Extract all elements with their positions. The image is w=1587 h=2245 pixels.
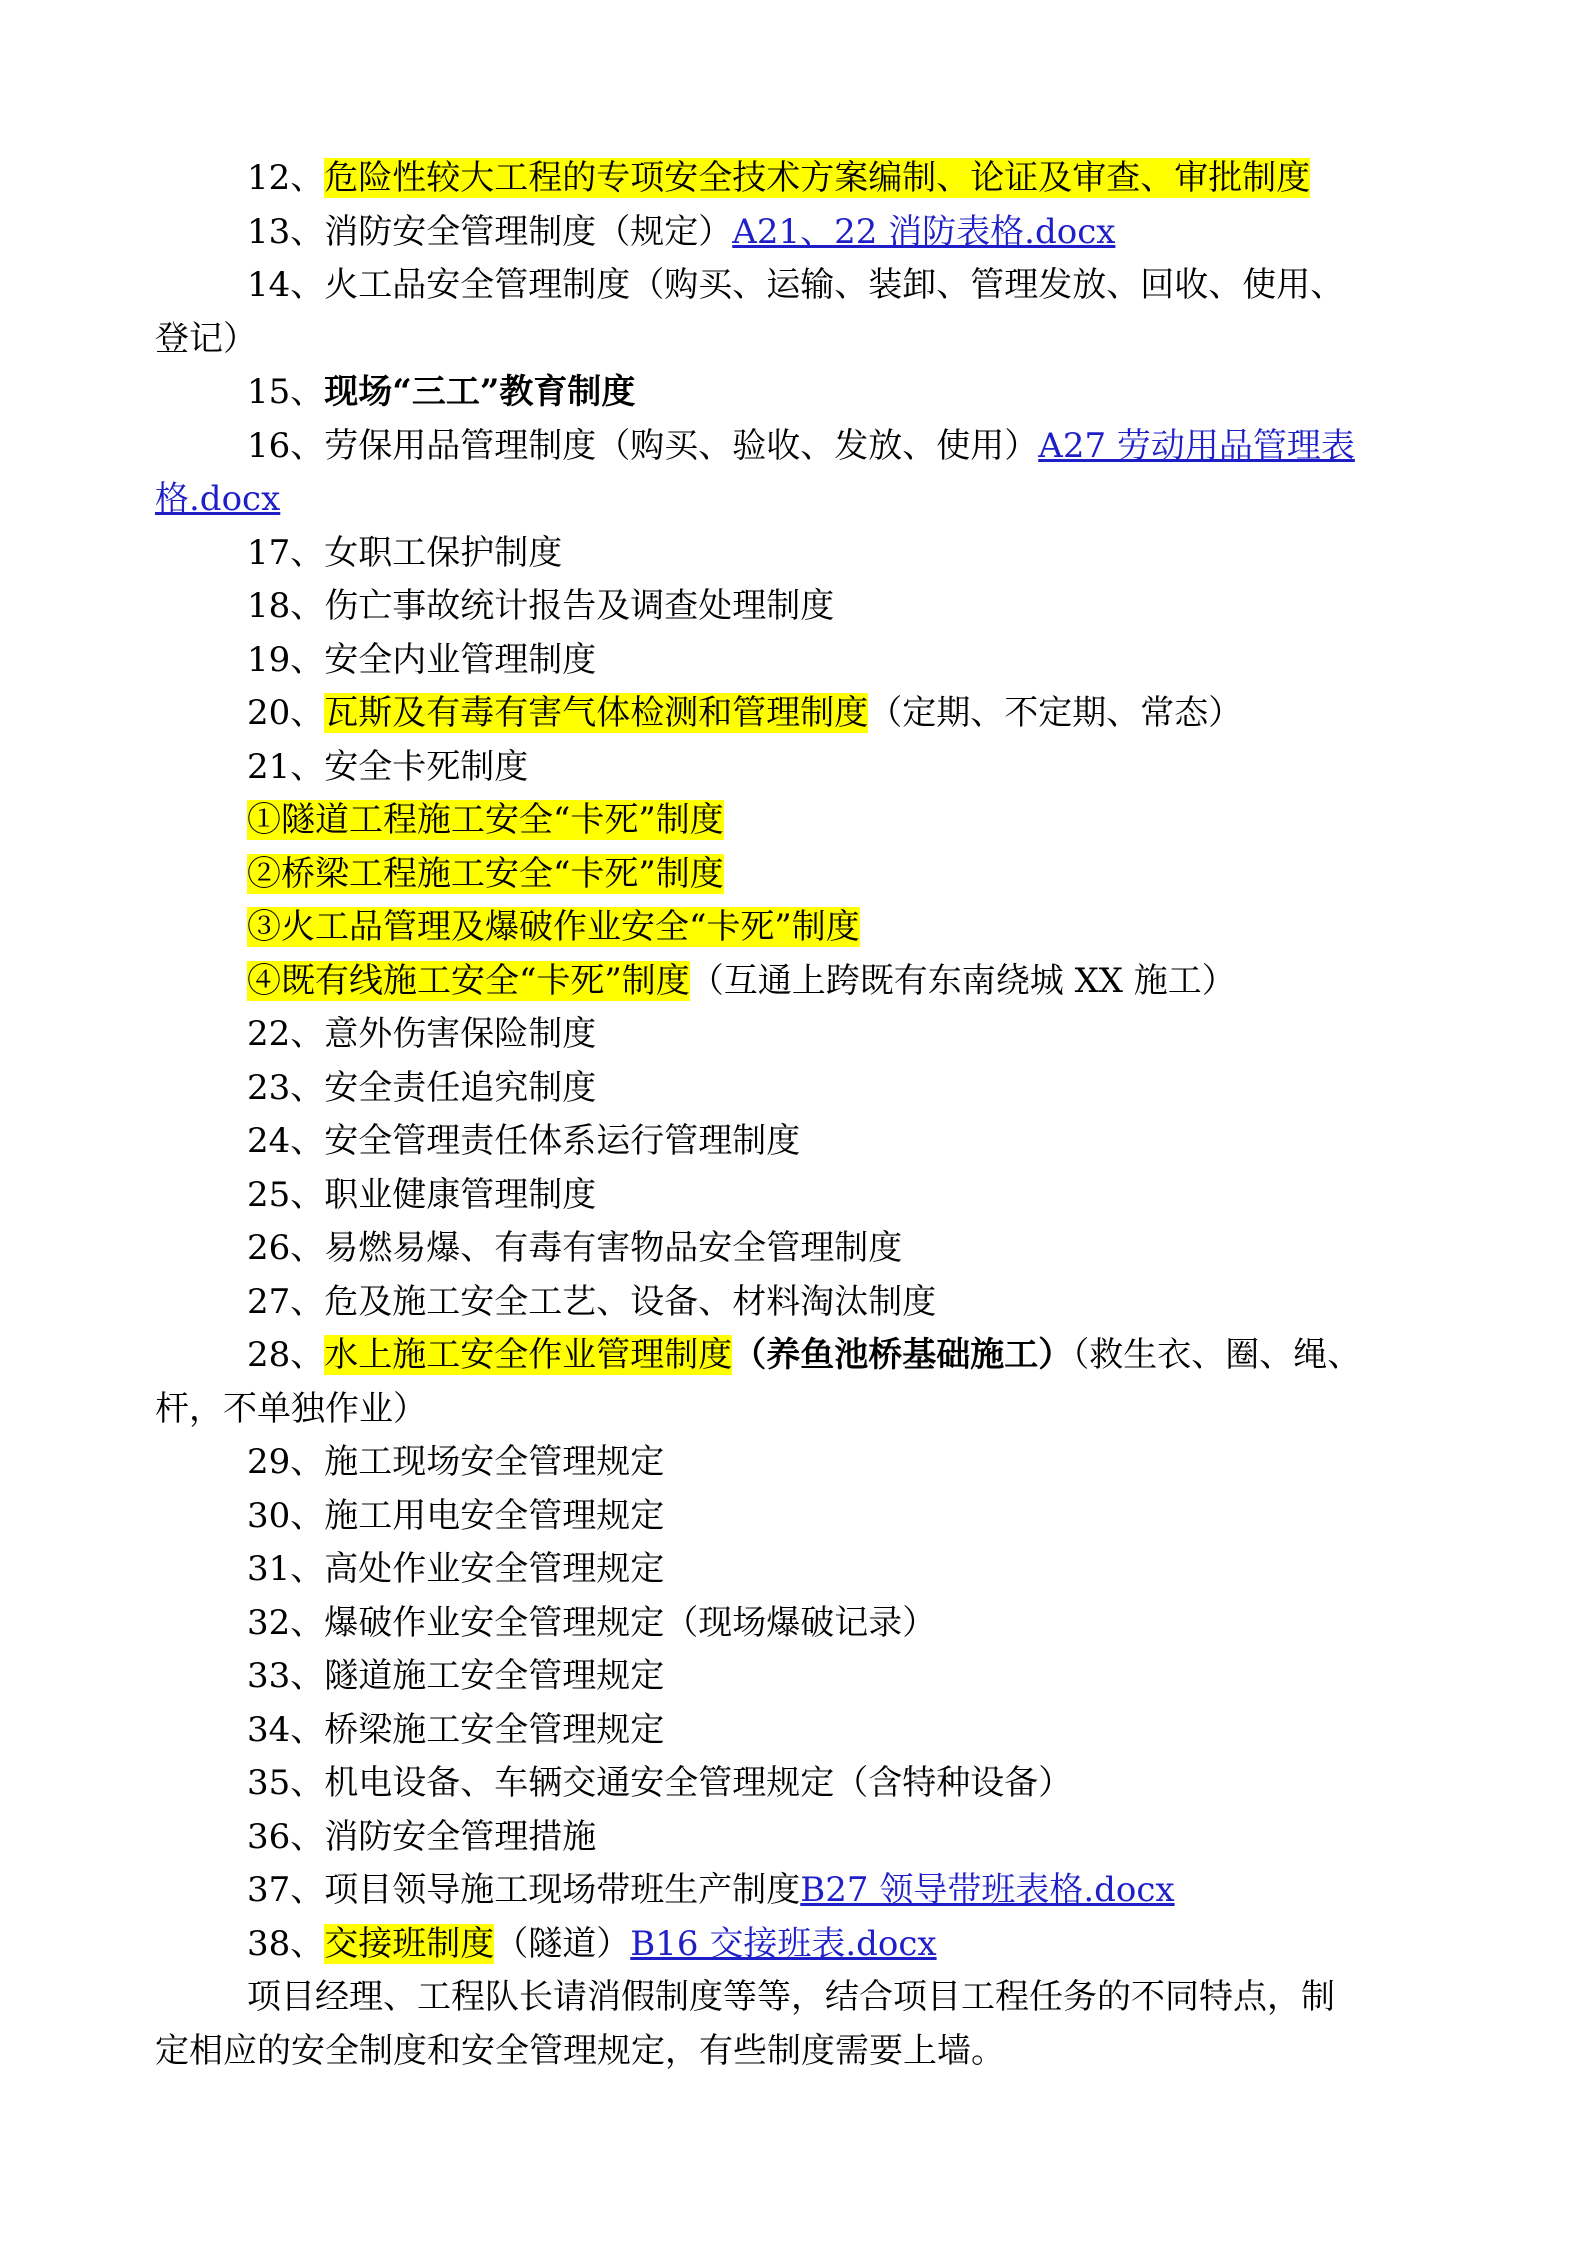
item-number: 20、 (247, 693, 325, 733)
item-number: 22、 (247, 1014, 325, 1054)
item-text: 项目领导施工现场带班生产制度 (324, 1870, 801, 1910)
item-17 (155, 527, 1445, 581)
item-18 (155, 580, 1445, 634)
item-number: 24、 (247, 1121, 325, 1161)
item-text-cont: 登记） (155, 318, 257, 359)
item-15 (155, 366, 1445, 420)
item-text: 安全责任追究制度 (324, 1067, 597, 1108)
item-number: 23、 (247, 1067, 325, 1108)
item-number: 16、 (247, 425, 325, 466)
highlighted-text: 瓦斯及有毒有害气体检测和管理制度 (324, 693, 869, 733)
closing-text: 项目经理、工程队长请消假制度等等，结合项目工程任务的不同特点，制 (247, 1977, 1335, 2017)
item-text: 消防安全管理措施 (324, 1816, 597, 1857)
item-number: 21、 (247, 746, 325, 787)
item-22 (155, 1008, 1445, 1062)
item-24 (155, 1115, 1445, 1169)
item-26 (155, 1222, 1445, 1276)
item-number: 28、 (247, 1335, 325, 1375)
item-number: 31、 (247, 1549, 325, 1589)
item-34 (155, 1704, 1445, 1758)
item-text: 安全内业管理制度 (324, 639, 597, 680)
highlighted-text: ②桥梁工程施工安全“卡死”制度 (247, 853, 724, 894)
item-text: 危及施工安全工艺、设备、材料淘汰制度 (324, 1281, 937, 1322)
item-number: 17、 (247, 532, 325, 573)
item-text: 机电设备、车辆交通安全管理规定（含特种设备） (324, 1763, 1073, 1803)
item-number: 12、 (247, 158, 325, 198)
item-number: 13、 (247, 211, 325, 252)
item-text: 易燃易爆、有毒有害物品安全管理制度 (324, 1228, 903, 1268)
item-19 (155, 634, 1445, 688)
bold-text: （养鱼池桥基础施工） (732, 1335, 1073, 1375)
item-number: 32、 (247, 1602, 325, 1643)
item-29 (155, 1436, 1445, 1490)
item-number: 35、 (247, 1763, 325, 1803)
closing-text: 定相应的安全制度和安全管理规定，有些制度需要上墙。 (155, 2030, 1005, 2071)
item-number: 30、 (247, 1495, 325, 1536)
item-tail: （定期、不定期、常态） (868, 693, 1243, 733)
item-31 (155, 1543, 1445, 1597)
attachment-link[interactable]: B27 领导带班表格.docx (800, 1870, 1175, 1910)
item-text: 高处作业安全管理规定 (324, 1549, 665, 1589)
item-number: 25、 (247, 1174, 325, 1215)
item-33 (155, 1650, 1445, 1704)
item-number: 33、 (247, 1656, 325, 1696)
item-38 (155, 1918, 1445, 1972)
item-37 (155, 1864, 1445, 1918)
item-13 (155, 206, 1445, 260)
item-number: 18、 (247, 586, 325, 626)
subitem-1 (155, 794, 1445, 848)
subitem-4 (155, 955, 1445, 1009)
item-tail: （救生衣、圈、绳、 (1072, 1335, 1362, 1375)
item-number: 26、 (247, 1228, 325, 1268)
item-number: 38、 (247, 1923, 325, 1964)
item-28 (155, 1329, 1445, 1383)
item-text: 爆破作业安全管理规定（现场爆破记录） (324, 1602, 937, 1643)
item-28-continuation (155, 1383, 1445, 1437)
item-text: 意外伤害保险制度 (324, 1014, 597, 1054)
item-20 (155, 687, 1445, 741)
item-text: 消防安全管理制度（规定） (324, 211, 733, 252)
item-23 (155, 1062, 1445, 1116)
item-text: 火工品安全管理制度（购买、运输、装卸、管理发放、回收、使用、 (324, 265, 1345, 305)
item-21 (155, 741, 1445, 795)
attachment-link[interactable]: A21、22 消防表格.docx (732, 211, 1116, 252)
item-number: 37、 (247, 1870, 325, 1910)
item-text: 安全管理责任体系运行管理制度 (324, 1121, 801, 1161)
item-14 (155, 259, 1445, 313)
closing-paragraph-line-2 (155, 2025, 1445, 2079)
item-36 (155, 1811, 1445, 1865)
item-text: 职业健康管理制度 (324, 1174, 597, 1215)
item-30 (155, 1490, 1445, 1544)
closing-paragraph-line-1 (155, 1971, 1445, 2025)
document-page (155, 152, 1445, 2078)
highlighted-text: 水上施工安全作业管理制度 (324, 1335, 733, 1375)
item-number: 19、 (247, 639, 325, 680)
highlighted-text: ③火工品管理及爆破作业安全“卡死”制度 (247, 907, 860, 947)
item-32 (155, 1597, 1445, 1651)
item-text: 施工用电安全管理规定 (324, 1495, 665, 1536)
item-16-continuation (155, 473, 1445, 527)
item-text: 劳保用品管理制度（购买、验收、发放、使用） (324, 425, 1039, 466)
item-16 (155, 420, 1445, 474)
item-text: 桥梁施工安全管理规定 (324, 1709, 665, 1750)
attachment-link[interactable]: A27 劳动用品管理表 (1038, 425, 1355, 466)
item-tail: （互通上跨既有东南绕城 XX 施工） (689, 960, 1236, 1001)
highlighted-text: 交接班制度 (324, 1923, 495, 1964)
item-25 (155, 1169, 1445, 1223)
bold-text: 现场“三工”教育制度 (324, 372, 636, 412)
subitem-3 (155, 901, 1445, 955)
item-tail: （隧道） (494, 1923, 631, 1964)
item-number: 36、 (247, 1816, 325, 1857)
highlighted-text: ④既有线施工安全“卡死”制度 (247, 960, 690, 1001)
highlighted-text: 危险性较大工程的专项安全技术方案编制、论证及审查、审批制度 (324, 158, 1311, 198)
item-number: 29、 (247, 1442, 325, 1482)
highlighted-text: ①隧道工程施工安全“卡死”制度 (247, 800, 724, 840)
item-text: 隧道施工安全管理规定 (324, 1656, 665, 1696)
item-12 (155, 152, 1445, 206)
item-number: 15、 (247, 372, 325, 412)
item-text: 伤亡事故统计报告及调查处理制度 (324, 586, 835, 626)
item-text: 安全卡死制度 (324, 746, 529, 787)
item-number: 14、 (247, 265, 325, 305)
attachment-link-cont[interactable]: 格.docx (155, 479, 281, 519)
attachment-link[interactable]: B16 交接班表.docx (630, 1923, 937, 1964)
item-14-continuation (155, 313, 1445, 367)
item-text: 施工现场安全管理规定 (324, 1442, 665, 1482)
item-text: 女职工保护制度 (324, 532, 563, 573)
subitem-2 (155, 848, 1445, 902)
item-number: 27、 (247, 1281, 325, 1322)
item-number: 34、 (247, 1709, 325, 1750)
item-27 (155, 1276, 1445, 1330)
item-35 (155, 1757, 1445, 1811)
item-text-cont: 杆，不单独作业） (155, 1388, 427, 1429)
